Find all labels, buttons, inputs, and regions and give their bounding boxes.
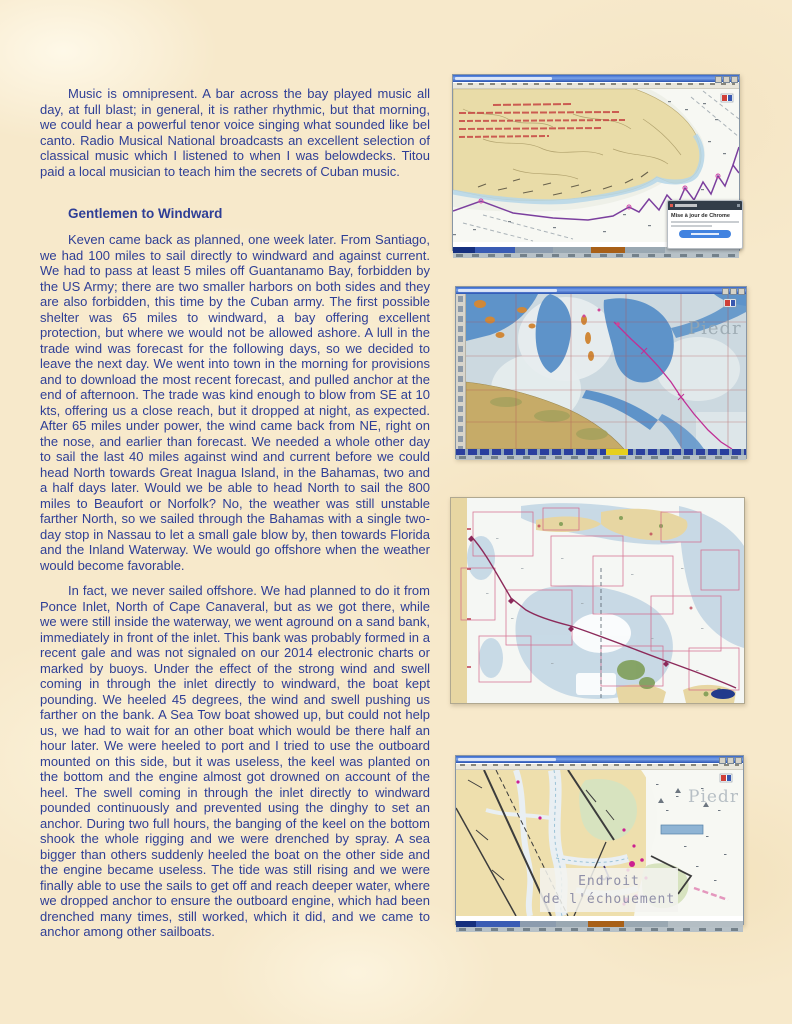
window-buttons [719, 757, 742, 764]
popup-body-text [671, 221, 739, 223]
chart-flag-icon [720, 774, 732, 782]
window-title-text [458, 758, 556, 761]
window-side-toolbar [456, 294, 466, 449]
popup-app-icon [670, 204, 673, 207]
window-title-text [458, 289, 557, 292]
chart-image-inlet [456, 770, 743, 916]
article-column [40, 86, 430, 940]
figure-chart-ponce-inlet [455, 755, 744, 925]
figure-chart-passage [450, 497, 745, 704]
chart-watermark: Piedr [688, 787, 739, 807]
chrome-update-popup [667, 200, 743, 249]
paragraph-passage: Keven came back as planned, one week later. From Santiago, we had 100 miles to sail directly to windward and against current. We had to pass at least 5 miles off Guantanamo Bay, forbidden by the US Army; there are two smaller harbors on both sides and they are also forbidden, this time by the Cuban army. The first possible shelter was 65 miles to windward, a bay offering excellent protection, but where we would not be allowed ashore. A lull in the trade wind was forecast for the following days, so we decided to leave the next day. We went into town in the morning for provisions and to download the most recent forecast, and pulled anchor at the end of afternoon. The trade was kind enough to blow from SE at 10 kts, offering us a close reach, but it dropped at night, as expected. After 65 miles under power, the wind came back from NE, right on the nose, and earlier than forecast. We needed a whole other day to sail the last 40 miles against wind and current before we could head North towards Great Inagua Island, in the Bahamas, two and a half days later. Would we be able to head North to sail the 800 miles to Beaufort or Norfolk? No, the weather was still unstable farther North, so we sailed through the Bahamas with a single two-day stop in Nassau to let a small gale blow by, then towards Florida and the Inland Waterway. We would go offshore when the weather would become favorable. [40, 232, 430, 573]
popup-app-name [675, 204, 697, 207]
section-heading: Gentlemen to Windward [68, 206, 223, 221]
paragraph-grounding: In fact, we never sailed offshore. We had planned to do it from Ponce Inlet, North of Cape Canaveral, but as we got there, while we were still inside the waterway, we went aground on a sand bank, immediately in front of the inlet. This bank was probably formed in a recent gale and was not signaled on our 2014 electronic charts or marked by buoys. Under the effect of the strong wind and swell coming in through the inlet directly to windward, the boat kept pounding. We heeled 45 degrees, the wind and swell pushing us farther on the bank. A Sea Tow boat showed up, but could not help us, we had to wait for an other boat which would be there half an hour later. We were heeled to port and I tried to use the outboard mounted on this side, but it was useless, the keel was planted on the bottom and the engine almost got drowned on account of the heel. The swell coming in through the inlet directly to windward pounded continuously and prevented using the dinghy to set an anchor. During two full hours, the banging of the keel on the bottom shook the whole rigging and we were drenched by spray. A sea bigger than others suddenly heeled the boat on the other side and the engine became useless. The tide was still rising and we were finally able to use the sails to get off and reach deeper water, where we dropped anchor to ensure the outboard engine, which had been drenched many times, still worked, which it did, and we came to anchor among other sailboats. [40, 583, 430, 939]
window-title-text [455, 77, 552, 80]
popup-update-button [679, 230, 731, 238]
chart-flag-icon [724, 299, 736, 307]
window-titlebar [456, 756, 743, 763]
window-statusbar [456, 921, 743, 932]
window-buttons [715, 76, 738, 83]
window-statusbar [456, 449, 746, 460]
chart-image-passage [451, 498, 744, 703]
paragraph-music: Music is omnipresent. A bar across the bay played music all day, at full blast; in general, it is rather rhythmic, but that morning, we could hear a powerful tenor voice singing what sounded like bel canto. Radio Musical National broadcasts an excellent selection of classical music which I listened to when I was belowdecks. Titou paid a local musician to teach him the secrets of Cuban music. [40, 86, 430, 179]
chart-watermark: Piedr [688, 318, 742, 339]
popup-title: Mise à jour de Chrome [671, 213, 730, 219]
popup-close-icon [737, 204, 740, 207]
window-titlebar [453, 75, 739, 82]
grounding-annotation-line2: de l'échouement [542, 892, 676, 907]
window-titlebar [456, 287, 746, 294]
window-buttons [722, 288, 745, 295]
popup-header [668, 201, 742, 210]
grounding-annotation-line1: Endroit [578, 874, 640, 889]
chart-flag-icon [721, 94, 733, 102]
figure-chart-bahamas [455, 286, 747, 459]
popup-body-text [671, 225, 712, 227]
figure-chart-cuba-coast [452, 74, 740, 251]
chart-image-bahamas [466, 294, 746, 449]
